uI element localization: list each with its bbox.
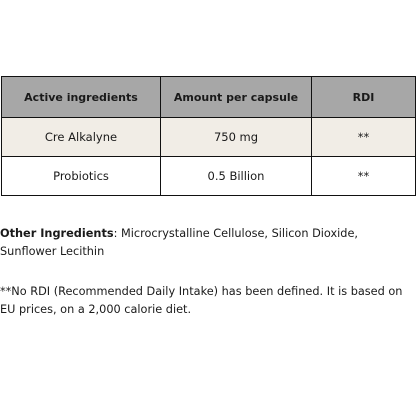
cell-ingredient-name: Cre Alkalyne — [2, 118, 161, 157]
cell-rdi: ** — [312, 118, 416, 157]
table-row — [2, 157, 416, 196]
other-ingredients-label: Other Ingredients — [0, 227, 114, 240]
header-rdi: RDI — [312, 77, 416, 118]
header-active-ingredients: Active ingredients — [2, 77, 161, 118]
cell-amount: 750 mg — [161, 118, 312, 157]
cell-ingredient-name: Probiotics — [2, 157, 161, 196]
cell-amount: 0.5 Billion — [161, 157, 312, 196]
table-header-row — [2, 77, 416, 118]
table-row — [2, 118, 416, 157]
rdi-footnote: **No RDI (Recommended Daily Intake) has been defined. It is based on EU prices, on a 2,000 calorie diet. — [0, 285, 403, 316]
cell-rdi: ** — [312, 157, 416, 196]
other-ingredients-text — [0, 225, 412, 261]
ingredients-table — [1, 76, 416, 196]
other-ingredients-list: : Microcrystalline Cellulose, Silicon Dioxide, Sunflower Lecithin — [0, 227, 359, 258]
header-amount-per-capsule: Amount per capsule — [161, 77, 312, 118]
